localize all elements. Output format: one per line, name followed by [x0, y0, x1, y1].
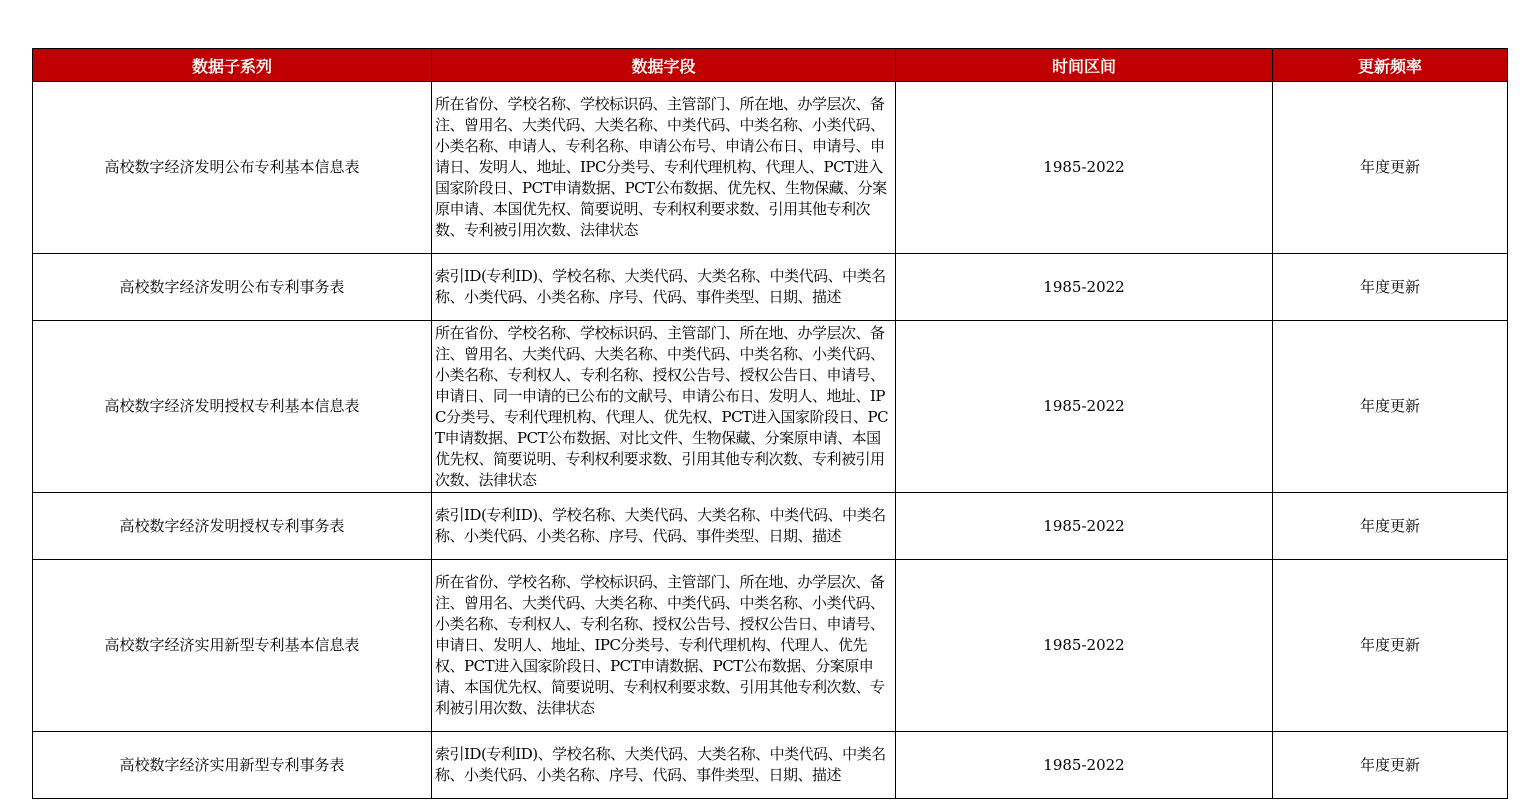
frequency-cell: 年度更新: [1273, 560, 1508, 732]
series-cell: 高校数字经济发明公布专利基本信息表: [33, 82, 432, 254]
frequency-cell: 年度更新: [1273, 321, 1508, 493]
period-cell: 1985-2022: [896, 321, 1273, 493]
frequency-cell: 年度更新: [1273, 254, 1508, 321]
data-catalog-table: [32, 48, 1508, 799]
header-frequency: 更新频率: [1273, 49, 1508, 82]
series-cell: 高校数字经济实用新型专利事务表: [33, 732, 432, 799]
table-row: [33, 82, 1508, 254]
table-row: [33, 254, 1508, 321]
series-cell: 高校数字经济发明公布专利事务表: [33, 254, 432, 321]
header-period: 时间区间: [896, 49, 1273, 82]
frequency-cell: 年度更新: [1273, 493, 1508, 560]
series-cell: 高校数字经济发明授权专利事务表: [33, 493, 432, 560]
table-row: [33, 493, 1508, 560]
period-cell: 1985-2022: [896, 732, 1273, 799]
period-cell: 1985-2022: [896, 254, 1273, 321]
fields-cell: 索引ID(专利ID)、学校名称、大类代码、大类名称、中类代码、中类名称、小类代码、小类名称、序号、代码、事件类型、日期、描述: [432, 493, 896, 560]
frequency-cell: 年度更新: [1273, 732, 1508, 799]
fields-cell: 所在省份、学校名称、学校标识码、主管部门、所在地、办学层次、备注、曾用名、大类代码、大类名称、中类代码、中类名称、小类代码、小类名称、专利权人、专利名称、授权公告号、授权公告日、申请号、申请日、同一申请的已公布的文献号、申请公布日、发明人、地址、IPC分类号、专利代理机构、代理人、优先权、PCT进入国家阶段日、PCT申请数据、PCT公布数据、对比文件、生物保藏、分案原申请、本国优先权、简要说明、专利权利要求数、引用其他专利次数、专利被引用次数、法律状态: [432, 321, 896, 493]
series-cell: 高校数字经济发明授权专利基本信息表: [33, 321, 432, 493]
period-cell: 1985-2022: [896, 82, 1273, 254]
fields-cell: 所在省份、学校名称、学校标识码、主管部门、所在地、办学层次、备注、曾用名、大类代码、大类名称、中类代码、中类名称、小类代码、小类名称、申请人、专利名称、申请公布号、申请公布日、申请号、申请日、发明人、地址、IPC分类号、专利代理机构、代理人、PCT进入国家阶段日、PCT申请数据、PCT公布数据、优先权、生物保藏、分案原申请、本国优先权、简要说明、专利权利要求数、引用其他专利次数、专利被引用次数、法律状态: [432, 82, 896, 254]
fields-cell: 索引ID(专利ID)、学校名称、大类代码、大类名称、中类代码、中类名称、小类代码、小类名称、序号、代码、事件类型、日期、描述: [432, 732, 896, 799]
header-row: [33, 49, 1508, 82]
header-fields: 数据字段: [432, 49, 896, 82]
table-row: [33, 732, 1508, 799]
data-catalog-sheet: [32, 48, 1507, 799]
period-cell: 1985-2022: [896, 560, 1273, 732]
fields-cell: 索引ID(专利ID)、学校名称、大类代码、大类名称、中类代码、中类名称、小类代码、小类名称、序号、代码、事件类型、日期、描述: [432, 254, 896, 321]
table-row: [33, 321, 1508, 493]
fields-cell: 所在省份、学校名称、学校标识码、主管部门、所在地、办学层次、备注、曾用名、大类代码、大类名称、中类代码、中类名称、小类代码、小类名称、专利权人、专利名称、授权公告号、授权公告日、申请号、申请日、发明人、地址、IPC分类号、专利代理机构、代理人、优先权、PCT进入国家阶段日、PCT申请数据、PCT公布数据、分案原申请、本国优先权、简要说明、专利权利要求数、引用其他专利次数、专利被引用次数、法律状态: [432, 560, 896, 732]
table-row: [33, 560, 1508, 732]
frequency-cell: 年度更新: [1273, 82, 1508, 254]
period-cell: 1985-2022: [896, 493, 1273, 560]
header-series: 数据子系列: [33, 49, 432, 82]
series-cell: 高校数字经济实用新型专利基本信息表: [33, 560, 432, 732]
